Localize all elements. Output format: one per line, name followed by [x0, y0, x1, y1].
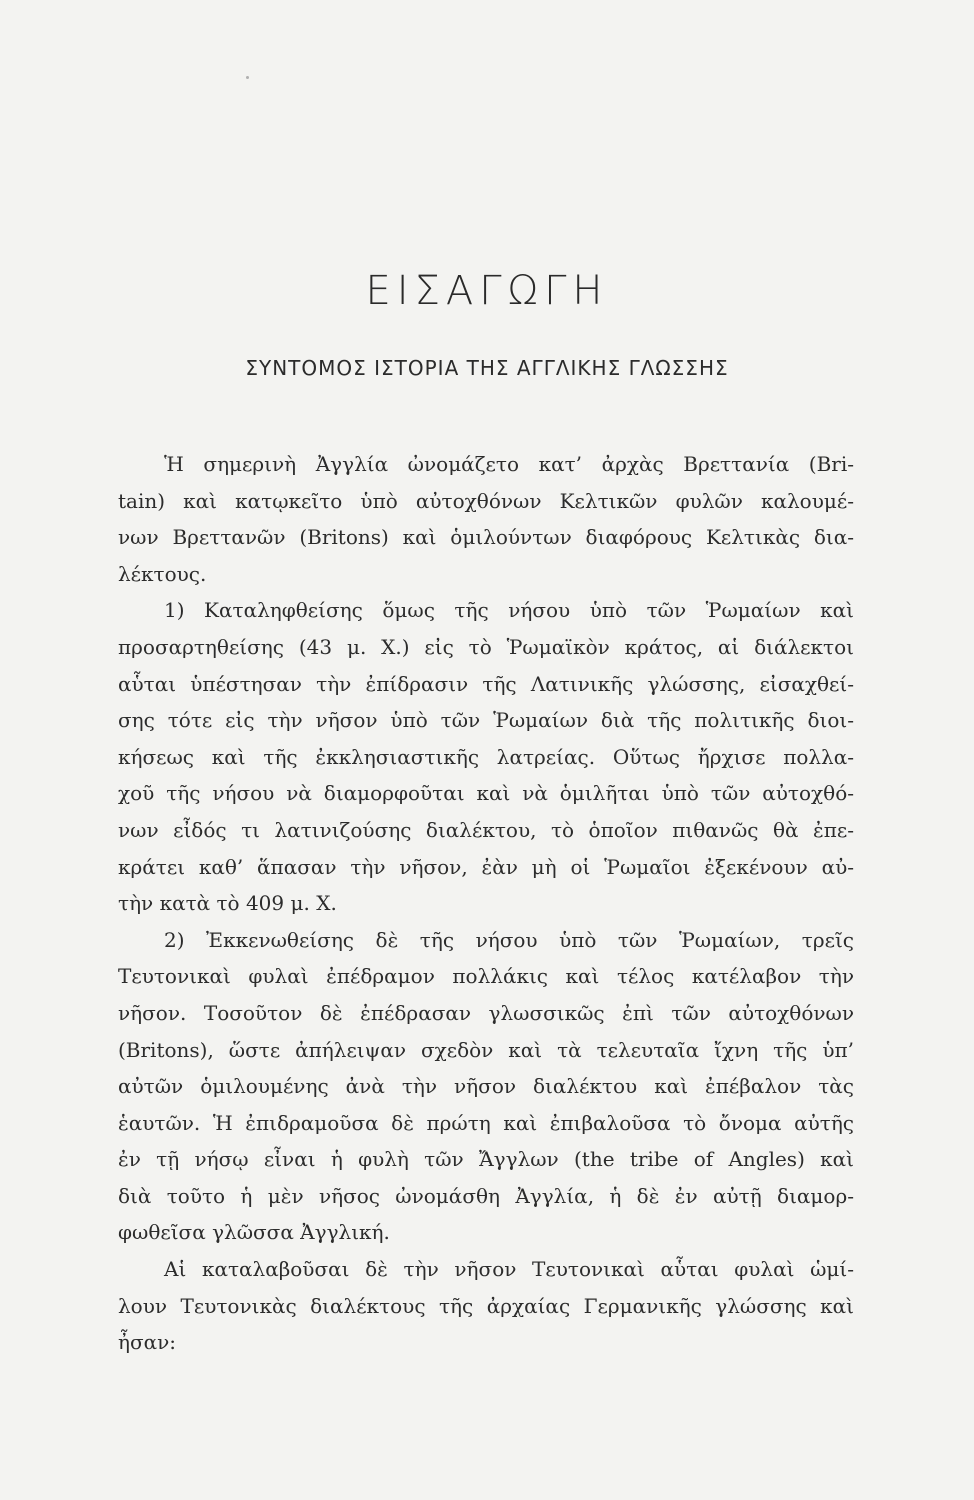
text-line: σης τότε εἰς τὴν νῆσον ὑπὸ τῶν Ῥωμαίων διὰ τῆς πολιτικῆς διοι- — [118, 708, 854, 733]
text-line: αὐτῶν ὁμιλουμένης ἀνὰ τὴν νῆσον διαλέκτου καὶ ἐπέβαλον τὰς — [118, 1074, 854, 1099]
text-line: 1) Καταληφθείσης ὅμως τῆς νήσου ὑπὸ τῶν Ῥωμαίων καὶ — [164, 598, 854, 623]
text-line: Τευτονικαὶ φυλαὶ ἐπέδραμον πολλάκις καὶ τέλος κατέλαβον τὴν — [118, 964, 854, 989]
text-line: ἦσαν: — [118, 1330, 177, 1355]
text-line: προσαρτηθείσης (43 μ. Χ.) εἰς τὸ Ῥωμαϊκὸν κράτος, αἱ διάλεκτοι — [118, 634, 854, 659]
text-line: λέκτους. — [118, 561, 207, 586]
text-line: Ἡ σημερινὴ Ἀγγλία ὠνομάζετο κατ’ ἀρχὰς Βρεττανία (Bri- — [164, 452, 854, 476]
text-line: νων εἶδός τι λατινιζούσης διαλέκτου, τὸ ὁποῖον πιθανῶς θὰ ἐπε- — [118, 817, 854, 842]
paper-speck — [246, 76, 249, 79]
page-subtitle: ΣΥΝΤΟΜΟΣ ΙΣΤΟΡΙΑ ΤΗΣ ΑΓΓΛΙΚΗΣ ΓΛΩΣΣΗΣ — [245, 356, 729, 380]
text-line: λουν Τευτονικὰς διαλέκτους τῆς ἀρχαίας Γερμανικῆς γλώσσης καὶ — [118, 1293, 854, 1318]
text-line: νων Βρεττανῶν (Britons) καὶ ὁμιλούντων διαφόρους Κελτικὰς δια- — [118, 525, 854, 550]
text-line: ἑαυτῶν. Ἡ ἐπιδραμοῦσα δὲ πρώτη καὶ ἐπιβαλοῦσα τὸ ὄνομα αὐτῆς — [118, 1110, 854, 1135]
text-line: διὰ τοῦτο ἡ μὲν νῆσος ὠνομάσθη Ἀγγλία, ἡ δὲ ἐν αὐτῇ διαμορ- — [118, 1183, 854, 1208]
text-line: τὴν κατὰ τὸ 409 μ. Χ. — [118, 891, 337, 916]
text-line: νῆσον. Τοσοῦτον δὲ ἐπέδρασαν γλωσσικῶς ἐπὶ τῶν αὐτοχθόνων — [118, 1000, 854, 1025]
text-line: ἐν τῇ νήσῳ εἶναι ἡ φυλὴ τῶν Ἄγγλων (the tribe of Angles) καὶ — [118, 1147, 854, 1172]
body-text — [118, 446, 854, 1361]
text-line: αὗται ὑπέστησαν τὴν ἐπίδρασιν τῆς Λατινικῆς γλώσσης, εἰσαχθεί- — [118, 671, 854, 696]
text-line: κράτει καθ’ ἅπασαν τὴν νῆσον, ἐὰν μὴ οἱ Ῥωμαῖοι ἐξεκένουν αὐ- — [118, 854, 854, 879]
page-title: ΕΙΣΑΓΩΓΗ — [365, 268, 609, 314]
text-line: Αἱ καταλαβοῦσαι δὲ τὴν νῆσον Τευτονικαὶ αὗται φυλαὶ ὡμί- — [164, 1257, 854, 1282]
text-line: φωθεῖσα γλῶσσα Ἀγγλική. — [118, 1220, 390, 1245]
text-line: tain) καὶ κατῳκεῖτο ὑπὸ αὐτοχθόνων Κελτικῶν φυλῶν καλουμέ- — [118, 488, 854, 513]
text-line: κήσεως καὶ τῆς ἐκκλησιαστικῆς λατρείας. Οὕτως ἤρχισε πολλα- — [118, 744, 854, 769]
text-line: (Britons), ὥστε ἀπήλειψαν σχεδὸν καὶ τὰ τελευταῖα ἴχνη τῆς ὑπ’ — [118, 1037, 854, 1062]
text-line: χοῦ τῆς νήσου νὰ διαμορφοῦται καὶ νὰ ὁμιλῆται ὑπὸ τῶν αὐτοχθό- — [118, 781, 854, 806]
text-line: 2) Ἐκκενωθείσης δὲ τῆς νήσου ὑπὸ τῶν Ῥωμαίων, τρεῖς — [164, 927, 854, 952]
